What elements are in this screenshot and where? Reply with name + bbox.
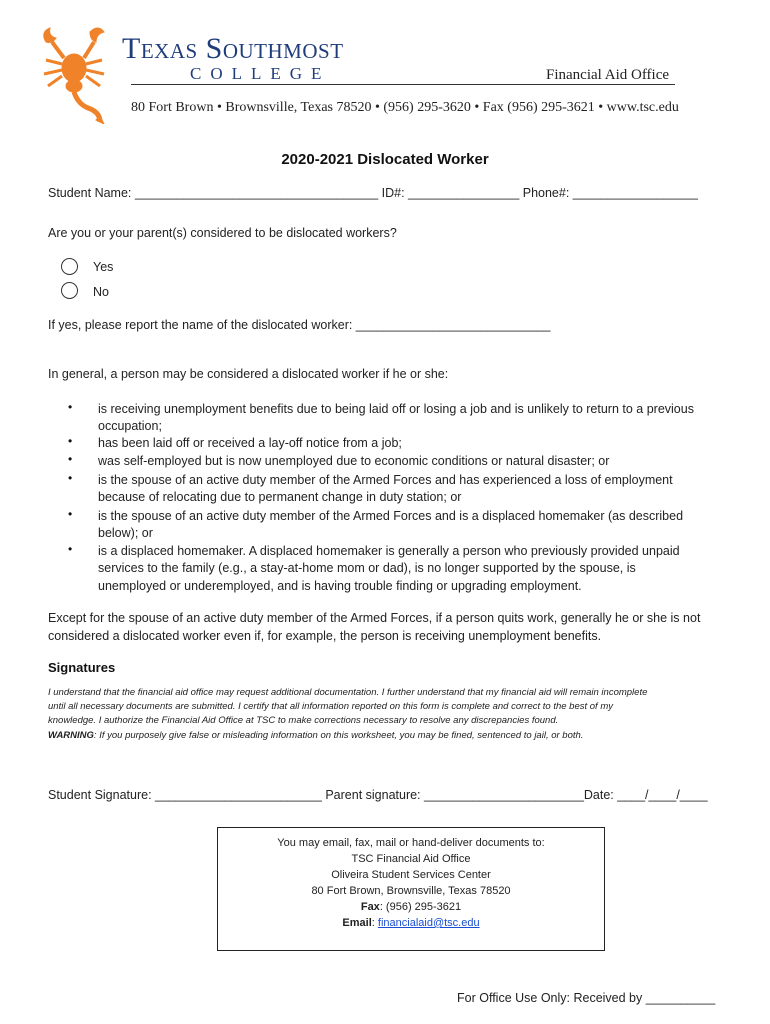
criteria-text: below); or bbox=[98, 526, 153, 540]
contact-office: TSC Financial Aid Office bbox=[351, 853, 471, 865]
office-use-line[interactable]: For Office Use Only: Received by __________ bbox=[457, 991, 716, 1005]
criteria-text: services to the family (e.g., a stay-at-home mom or dad), is no longer supported by the spouse, is bbox=[98, 561, 636, 575]
no-label: No bbox=[93, 285, 109, 299]
signatures-heading: Signatures bbox=[48, 660, 116, 675]
criteria-text: has been laid off or received a lay-off notice from a job; bbox=[98, 436, 402, 450]
bullet-icon: • bbox=[68, 542, 73, 556]
yes-radio[interactable] bbox=[61, 258, 78, 275]
criteria-text: is receiving unemployment benefits due to being laid off or losing a job and is unlikely to return to a previous bbox=[98, 402, 694, 416]
criteria-text: because of relocating due to permanent change in duty station; or bbox=[98, 490, 462, 504]
criteria-intro: In general, a person may be considered a dislocated worker if he or she: bbox=[48, 367, 449, 381]
header-divider bbox=[131, 84, 675, 85]
email-separator: : bbox=[371, 917, 378, 929]
dislocated-question: Are you or your parent(s) considered to be dislocated workers? bbox=[48, 226, 397, 240]
criteria-text: is a displaced homemaker. A displaced homemaker is generally a person who previously provided unpaid bbox=[98, 544, 680, 558]
contact-email bbox=[218, 915, 604, 931]
exception-text: Except for the spouse of an active duty member of the Armed Forces, if a person quits work, generally he or she is not bbox=[48, 611, 701, 625]
warning-body: : If you purposely give false or misleading information on this worksheet, you may be fined, sentenced to jail, or both. bbox=[93, 730, 584, 741]
bullet-icon: • bbox=[68, 452, 73, 466]
scorpion-logo-icon bbox=[38, 24, 118, 124]
contact-intro: You may email, fax, mail or hand-deliver documents to: bbox=[277, 837, 545, 849]
contact-center: Oliveira Student Services Center bbox=[331, 869, 491, 881]
bullet-icon: • bbox=[68, 471, 73, 485]
college-name: Texas Southmost bbox=[122, 32, 344, 65]
certification-text: I understand that the financial aid office may request additional documentation. I further understand that my financial aid will remain incomplete bbox=[48, 687, 648, 698]
office-name: Financial Aid Office bbox=[546, 67, 670, 83]
contact-fax bbox=[218, 899, 604, 915]
criteria-text: was self-employed but is now unemployed due to economic conditions or natural disaster; or bbox=[98, 454, 610, 468]
email-link[interactable]: financialaid@tsc.edu bbox=[377, 917, 480, 929]
signature-line[interactable]: Student Signature: ________________________ Parent signature: _______________________Date: ____/____/____ bbox=[48, 788, 708, 802]
bullet-icon: • bbox=[68, 400, 73, 414]
fax-value: : (956) 295-3621 bbox=[379, 901, 462, 913]
student-info-line[interactable]: Student Name: ___________________________________ ID#: ________________ Phone#: __________________ bbox=[48, 186, 698, 200]
criteria-text: occupation; bbox=[98, 419, 162, 433]
college-subtitle: COLLEGE bbox=[190, 64, 331, 83]
criteria-text: is the spouse of an active duty member of the Armed Forces and is a displaced homemaker (as described bbox=[98, 509, 684, 523]
bullet-icon: • bbox=[68, 434, 73, 448]
worker-name-field[interactable]: If yes, please report the name of the dislocated worker: ____________________________ bbox=[48, 318, 551, 332]
criteria-text: is the spouse of an active duty member of the Armed Forces and has experienced a loss of employment bbox=[98, 473, 673, 487]
certification-text: knowledge. I authorize the Financial Aid Office at TSC to make corrections necessary to resolve any discrepancies found. bbox=[48, 715, 559, 726]
contact-box bbox=[217, 827, 605, 951]
no-radio[interactable] bbox=[61, 282, 78, 299]
contact-address: 80 Fort Brown, Brownsville, Texas 78520 bbox=[311, 885, 511, 897]
fax-label: Fax bbox=[360, 901, 380, 913]
form-title: 2020-2021 Dislocated Worker bbox=[281, 151, 489, 168]
certification-text: until all necessary documents are submitted. I certify that all information reported on this form is complete and correct to the best of my bbox=[48, 701, 613, 712]
bullet-icon: • bbox=[68, 507, 73, 521]
warning-text bbox=[48, 729, 728, 743]
yes-label: Yes bbox=[93, 260, 114, 274]
college-address: 80 Fort Brown • Brownsville, Texas 78520 • (956) 295-3620 • Fax (956) 295-3621 • www.tsc.edu bbox=[131, 100, 679, 115]
criteria-text: unemployed or underemployed, and is having trouble finding or upgrading employment. bbox=[98, 579, 582, 593]
email-label: Email bbox=[342, 917, 372, 929]
warning-label: WARNING bbox=[48, 730, 94, 741]
exception-text: considered a dislocated worker even if, for example, the person is receiving unemployment benefits. bbox=[48, 629, 602, 643]
